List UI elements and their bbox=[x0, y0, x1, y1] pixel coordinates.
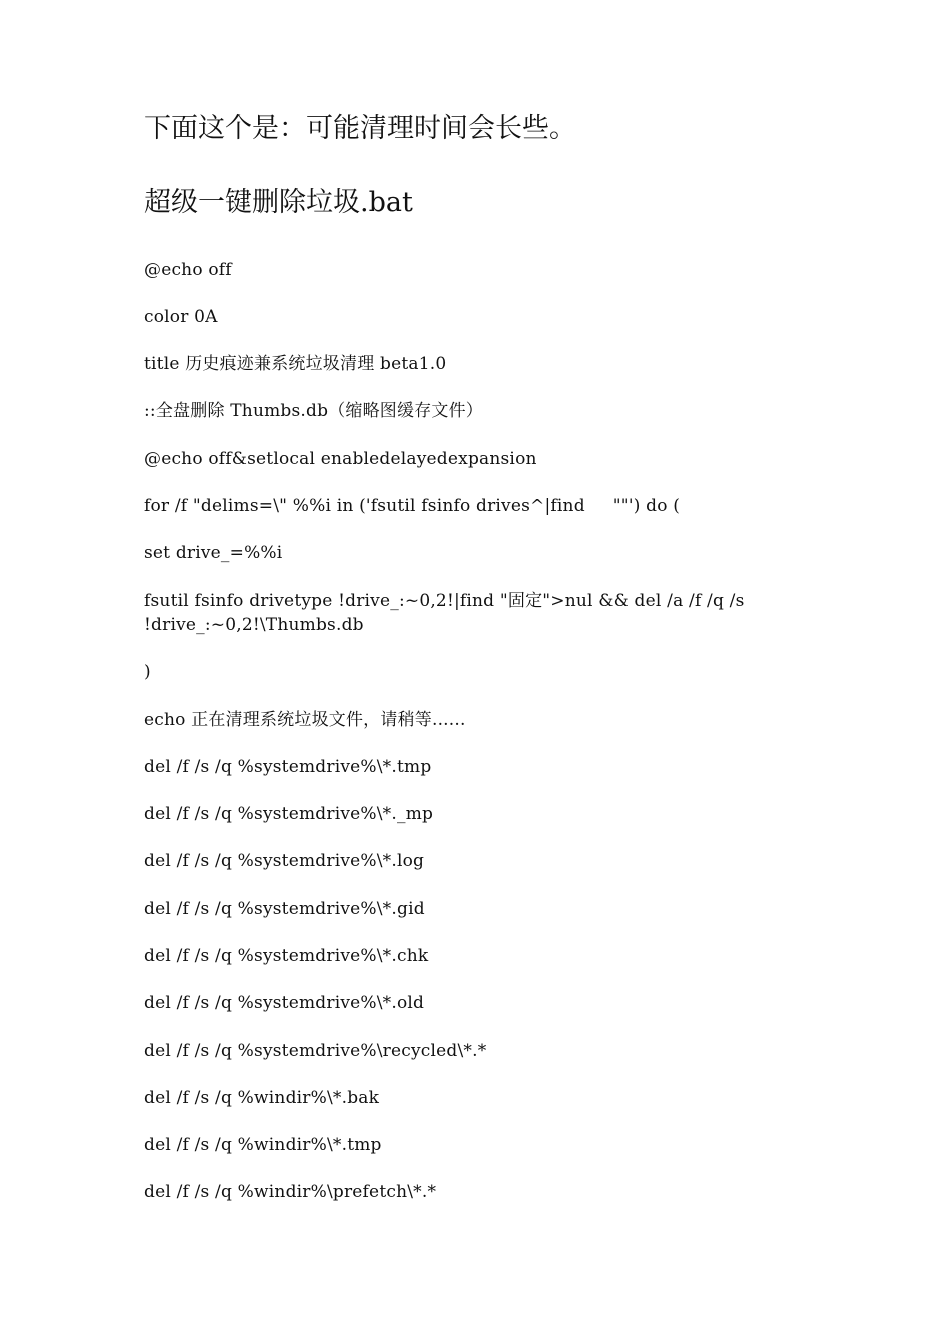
code-line: del /f /s /q %systemdrive%\*.log bbox=[144, 851, 425, 871]
code-line: set drive_=%%i bbox=[144, 543, 283, 563]
code-line-wrapped: fsutil fsinfo drivetype !drive_:~0,2!|find "固定">nul && del /a /f /q /s !drive_:~0,2!\Thumbs.db bbox=[144, 591, 751, 635]
code-line: echo 正在清理系统垃圾文件，请稍等...... bbox=[144, 710, 466, 730]
filename-heading: 超级一键删除垃圾.bat bbox=[144, 187, 413, 218]
code-line: del /f /s /q %systemdrive%\*.old bbox=[144, 993, 425, 1013]
code-line: title 历史痕迹兼系统垃圾清理 beta1.0 bbox=[144, 354, 447, 374]
code-line: del /f /s /q %windir%\*.bak bbox=[144, 1088, 380, 1108]
code-line: del /f /s /q %windir%\prefetch\*.* bbox=[144, 1182, 437, 1202]
code-line: @echo off&setlocal enabledelayedexpansion bbox=[144, 449, 537, 469]
code-line: @echo off bbox=[144, 260, 232, 280]
code-line: ::全盘删除 Thumbs.db（缩略图缓存文件） bbox=[144, 401, 483, 421]
code-line: del /f /s /q %systemdrive%\*._mp bbox=[144, 804, 434, 824]
code-line: del /f /s /q %systemdrive%\recycled\*.* bbox=[144, 1041, 487, 1061]
code-line: del /f /s /q %systemdrive%\*.tmp bbox=[144, 757, 432, 777]
intro-heading: 下面这个是：可能清理时间会长些。 bbox=[144, 113, 576, 144]
code-line: del /f /s /q %windir%\*.tmp bbox=[144, 1135, 382, 1155]
code-line: del /f /s /q %systemdrive%\*.gid bbox=[144, 899, 425, 919]
code-line: ) bbox=[144, 662, 151, 682]
code-line: for /f "delims=\" %%i in ('fsutil fsinfo drives^|find ""') do ( bbox=[144, 496, 681, 516]
code-line: del /f /s /q %systemdrive%\*.chk bbox=[144, 946, 429, 966]
code-line: color 0A bbox=[144, 307, 218, 327]
